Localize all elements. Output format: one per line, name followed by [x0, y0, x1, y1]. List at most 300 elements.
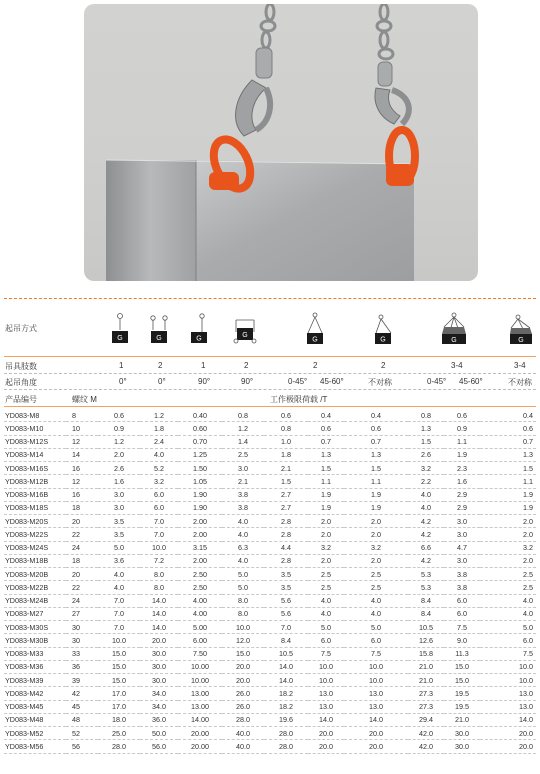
- wll-cell: 1.6: [444, 475, 480, 488]
- wll-cell: 0.6: [308, 422, 344, 435]
- wll-cell: 30.0: [444, 727, 480, 740]
- wll-cell: 1.5: [480, 462, 536, 475]
- leg-count-value: 1: [119, 361, 124, 370]
- wll-cell: 13.00: [178, 687, 222, 700]
- wll-cell: 7.5: [480, 647, 536, 660]
- wll-cell: 9.0: [444, 634, 480, 647]
- wll-cell: 2.0: [480, 528, 536, 541]
- thread-cell: 39: [66, 674, 98, 687]
- thread-cell: 18: [66, 501, 98, 514]
- table-row: [4, 488, 536, 501]
- wll-cell: 20.0: [480, 727, 536, 740]
- wll-cell: 1.50: [178, 462, 222, 475]
- wll-cell: 3.0: [98, 501, 140, 514]
- lift-angle-value: 不对称: [508, 378, 532, 387]
- wll-cell: 7.50: [178, 647, 222, 660]
- section-divider: [4, 298, 536, 299]
- wll-cell: 0.60: [178, 422, 222, 435]
- wll-cell: 20.0: [222, 674, 264, 687]
- wll-cell: 2.6: [408, 448, 444, 461]
- wll-cell: 13.0: [308, 687, 344, 700]
- thread-cell: 45: [66, 700, 98, 713]
- wll-cell: 27.3: [408, 700, 444, 713]
- wll-cell: 6.0: [344, 634, 408, 647]
- wll-cell: 2.5: [480, 581, 536, 594]
- wll-cell: 5.6: [264, 607, 308, 620]
- thread-cell: 33: [66, 647, 98, 660]
- wll-cell: 2.8: [264, 554, 308, 567]
- table-row: [4, 621, 536, 634]
- product-code-cell: YD083-M16B: [4, 488, 66, 501]
- wll-cell: 14.0: [140, 621, 178, 634]
- wll-cell: 3.2: [344, 541, 408, 554]
- table-row: [4, 687, 536, 700]
- wll-cell: 30.0: [140, 647, 178, 660]
- wll-cell: 3.2: [308, 541, 344, 554]
- svg-text:G: G: [156, 335, 162, 342]
- lift-angle-value: 不对称: [368, 378, 392, 387]
- product-code-cell: YD083-M24S: [4, 541, 66, 554]
- column-header-row: [0, 392, 540, 406]
- wll-cell: 30.0: [444, 740, 480, 753]
- product-code-header: 产品编号: [5, 395, 37, 404]
- product-code-cell: YD083-M10: [4, 422, 66, 435]
- diagram-single-90-icon: [188, 312, 210, 348]
- wll-cell: 34.0: [140, 687, 178, 700]
- wll-cell: 20.0: [222, 660, 264, 673]
- wll-header: 工作极限荷载 /T: [270, 395, 328, 404]
- wll-cell: 1.5: [408, 435, 444, 448]
- wll-cell: 14.0: [264, 674, 308, 687]
- wll-cell: 10.0: [98, 634, 140, 647]
- table-top-divider: [4, 406, 536, 407]
- wll-cell: 1.0: [264, 435, 308, 448]
- wll-cell: 0.40: [178, 409, 222, 422]
- table-row: [4, 541, 536, 554]
- thread-cell: 16: [66, 462, 98, 475]
- wll-cell: 7.0: [98, 621, 140, 634]
- wll-cell: 8.0: [140, 581, 178, 594]
- product-code-cell: YD083-M27: [4, 607, 66, 620]
- product-code-cell: YD083-M56: [4, 740, 66, 753]
- wll-cell: 0.9: [444, 422, 480, 435]
- thread-cell: 18: [66, 554, 98, 567]
- wll-cell: 7.0: [140, 515, 178, 528]
- product-code-cell: YD083-M12B: [4, 475, 66, 488]
- wll-cell: 19.5: [444, 687, 480, 700]
- wll-cell: 5.2: [140, 462, 178, 475]
- wll-cell: 1.1: [308, 475, 344, 488]
- lift-angle-value: 0-45°: [288, 377, 308, 386]
- wll-cell: 6.0: [444, 607, 480, 620]
- wll-cell: 4.0: [308, 607, 344, 620]
- wll-cell: 0.7: [480, 435, 536, 448]
- product-code-cell: YD083-M30S: [4, 621, 66, 634]
- thread-cell: 48: [66, 713, 98, 726]
- product-code-cell: YD083-M52: [4, 727, 66, 740]
- wll-cell: 3.5: [264, 581, 308, 594]
- wll-cell: 4.0: [308, 594, 344, 607]
- wll-cell: 5.0: [222, 581, 264, 594]
- wll-cell: 4.0: [408, 488, 444, 501]
- svg-text:G: G: [312, 336, 318, 344]
- thread-cell: 56: [66, 740, 98, 753]
- table-row: [4, 501, 536, 514]
- wll-cell: 3.8: [444, 581, 480, 594]
- load-table-body: [4, 409, 536, 753]
- svg-text:G: G: [518, 337, 524, 344]
- wll-cell: 10.0: [308, 660, 344, 673]
- wll-cell: 7.5: [444, 621, 480, 634]
- lift-angle-value: 90°: [198, 377, 211, 386]
- product-code-cell: YD083-M18S: [4, 501, 66, 514]
- wll-cell: 2.9: [444, 501, 480, 514]
- wll-cell: 28.0: [222, 713, 264, 726]
- wll-cell: 7.5: [344, 647, 408, 660]
- wll-cell: 1.2: [98, 435, 140, 448]
- wll-cell: 1.8: [140, 422, 178, 435]
- product-code-cell: YD083-M22S: [4, 528, 66, 541]
- wll-cell: 1.1: [480, 475, 536, 488]
- wll-cell: 2.0: [344, 515, 408, 528]
- wll-cell: 14.0: [480, 713, 536, 726]
- leg-count-value: 2: [381, 361, 386, 370]
- wll-cell: 28.0: [264, 727, 308, 740]
- wll-cell: 12.6: [408, 634, 444, 647]
- wll-cell: 3.2: [140, 475, 178, 488]
- wll-cell: 0.6: [344, 422, 408, 435]
- wll-cell: 4.2: [408, 554, 444, 567]
- wll-cell: 4.2: [408, 528, 444, 541]
- diagram-two-leg-asymmetric-icon: [370, 312, 396, 348]
- row-divider: [4, 373, 536, 374]
- wll-cell: 6.00: [178, 634, 222, 647]
- wll-cell: 42.0: [408, 740, 444, 753]
- wll-cell: 5.0: [308, 621, 344, 634]
- table-row: [4, 727, 536, 740]
- table-row: [4, 554, 536, 567]
- wll-cell: 15.0: [444, 660, 480, 673]
- product-code-cell: YD083-M45: [4, 700, 66, 713]
- wll-cell: 0.8: [222, 409, 264, 422]
- wll-cell: 4.0: [98, 581, 140, 594]
- wll-cell: 40.0: [222, 727, 264, 740]
- product-photo: [84, 4, 478, 281]
- wll-cell: 29.4: [408, 713, 444, 726]
- table-row: [4, 475, 536, 488]
- wll-cell: 6.0: [140, 488, 178, 501]
- wll-cell: 4.0: [344, 607, 408, 620]
- wll-cell: 3.2: [480, 541, 536, 554]
- wll-cell: 3.0: [444, 515, 480, 528]
- wll-cell: 2.5: [308, 568, 344, 581]
- leg-count-value: 3-4: [514, 361, 526, 370]
- table-row: [4, 409, 536, 422]
- wll-cell: 1.9: [344, 501, 408, 514]
- thread-header: 螺纹 M: [72, 395, 97, 404]
- wll-cell: 3.8: [222, 501, 264, 514]
- thread-cell: 14: [66, 448, 98, 461]
- wll-cell: 1.4: [222, 435, 264, 448]
- wll-cell: 0.8: [264, 422, 308, 435]
- wll-cell: 0.70: [178, 435, 222, 448]
- wll-cell: 2.0: [98, 448, 140, 461]
- wll-cell: 10.0: [480, 674, 536, 687]
- thread-cell: 22: [66, 528, 98, 541]
- wll-cell: 6.0: [444, 594, 480, 607]
- wll-cell: 3.0: [98, 488, 140, 501]
- wll-cell: 3.8: [222, 488, 264, 501]
- wll-cell: 21.0: [444, 713, 480, 726]
- wll-cell: 2.1: [222, 475, 264, 488]
- wll-cell: 21.0: [408, 674, 444, 687]
- wll-cell: 2.5: [308, 581, 344, 594]
- wll-cell: 10.0: [344, 674, 408, 687]
- wll-cell: 8.4: [408, 607, 444, 620]
- wll-cell: 1.3: [408, 422, 444, 435]
- wll-cell: 0.7: [344, 435, 408, 448]
- lift-angle-value: 90°: [241, 377, 254, 386]
- wll-cell: 19.6: [264, 713, 308, 726]
- product-code-cell: YD083-M20B: [4, 568, 66, 581]
- wll-cell: 10.0: [344, 660, 408, 673]
- wll-cell: 3.0: [444, 528, 480, 541]
- wll-cell: 14.0: [264, 660, 308, 673]
- wll-cell: 1.3: [480, 448, 536, 461]
- wll-cell: 1.5: [344, 462, 408, 475]
- wll-cell: 5.0: [344, 621, 408, 634]
- table-row: [4, 462, 536, 475]
- wll-cell: 13.0: [308, 700, 344, 713]
- wll-cell: 5.0: [222, 568, 264, 581]
- wll-cell: 20.0: [308, 727, 344, 740]
- wll-cell: 15.0: [98, 674, 140, 687]
- wll-cell: 2.7: [264, 488, 308, 501]
- wll-cell: 7.0: [140, 528, 178, 541]
- wll-cell: 50.0: [140, 727, 178, 740]
- wll-cell: 0.7: [308, 435, 344, 448]
- wll-cell: 3.8: [444, 568, 480, 581]
- wll-cell: 2.5: [344, 568, 408, 581]
- wll-cell: 7.2: [140, 554, 178, 567]
- wll-cell: 6.6: [408, 541, 444, 554]
- product-code-cell: YD083-M8: [4, 409, 66, 422]
- wll-cell: 8.0: [222, 607, 264, 620]
- wll-cell: 20.00: [178, 727, 222, 740]
- wll-cell: 1.1: [444, 435, 480, 448]
- wll-cell: 10.00: [178, 674, 222, 687]
- wll-cell: 2.1: [264, 462, 308, 475]
- wll-cell: 2.0: [480, 515, 536, 528]
- table-row: [4, 515, 536, 528]
- diagram-two-leg-angle-icon: [302, 312, 328, 348]
- wll-cell: 1.9: [480, 501, 536, 514]
- wll-cell: 42.0: [408, 727, 444, 740]
- wll-cell: 14.0: [344, 713, 408, 726]
- leg-count-label: 吊具肢数: [5, 362, 37, 371]
- wll-cell: 8.4: [264, 634, 308, 647]
- product-code-cell: YD083-M30B: [4, 634, 66, 647]
- wll-cell: 2.00: [178, 515, 222, 528]
- wll-cell: 2.0: [344, 554, 408, 567]
- leg-count-value: 2: [244, 361, 249, 370]
- wll-cell: 14.0: [140, 594, 178, 607]
- lift-angle-value: 45-60°: [459, 377, 483, 386]
- wll-cell: 14.0: [140, 607, 178, 620]
- wll-cell: 0.9: [98, 422, 140, 435]
- diagram-double-vertical-icon: [148, 312, 170, 348]
- wll-cell: 3.15: [178, 541, 222, 554]
- wll-cell: 7.5: [308, 647, 344, 660]
- wll-cell: 1.9: [308, 501, 344, 514]
- wll-cell: 2.00: [178, 554, 222, 567]
- wll-cell: 4.00: [178, 607, 222, 620]
- wll-cell: 17.0: [98, 700, 140, 713]
- wll-cell: 56.0: [140, 740, 178, 753]
- product-code-cell: YD083-M20S: [4, 515, 66, 528]
- leg-count-value: 1: [201, 361, 206, 370]
- leg-count-value: 3-4: [451, 361, 463, 370]
- wll-cell: 1.9: [444, 448, 480, 461]
- thread-cell: 24: [66, 594, 98, 607]
- leg-count-row: [0, 359, 540, 373]
- thread-cell: 20: [66, 515, 98, 528]
- svg-text:G: G: [117, 335, 123, 342]
- wll-cell: 5.3: [408, 568, 444, 581]
- wll-cell: 0.6: [444, 409, 480, 422]
- wll-cell: 2.3: [444, 462, 480, 475]
- wll-cell: 18.2: [264, 700, 308, 713]
- wll-cell: 19.5: [444, 700, 480, 713]
- wll-cell: 2.0: [308, 528, 344, 541]
- wll-cell: 2.5: [480, 568, 536, 581]
- wll-cell: 1.3: [308, 448, 344, 461]
- wll-cell: 1.9: [344, 488, 408, 501]
- wll-cell: 4.0: [140, 448, 178, 461]
- wll-cell: 0.4: [344, 409, 408, 422]
- diagram-four-leg-asymmetric-icon: [508, 312, 536, 348]
- wll-cell: 3.5: [264, 568, 308, 581]
- wll-cell: 17.0: [98, 687, 140, 700]
- lift-angle-value: 0°: [119, 377, 127, 386]
- wll-cell: 5.00: [178, 621, 222, 634]
- wll-cell: 12.0: [222, 634, 264, 647]
- wll-cell: 28.0: [98, 740, 140, 753]
- wll-cell: 14.00: [178, 713, 222, 726]
- wll-cell: 3.5: [98, 515, 140, 528]
- wll-cell: 20.0: [140, 634, 178, 647]
- wll-cell: 8.0: [140, 568, 178, 581]
- thread-cell: 8: [66, 409, 98, 422]
- wll-cell: 2.7: [264, 501, 308, 514]
- wll-cell: 13.0: [344, 700, 408, 713]
- wll-cell: 2.8: [264, 528, 308, 541]
- wll-cell: 6.0: [140, 501, 178, 514]
- wll-cell: 2.4: [140, 435, 178, 448]
- thread-cell: 16: [66, 488, 98, 501]
- wll-cell: 8.0: [222, 594, 264, 607]
- wll-cell: 0.6: [264, 409, 308, 422]
- wll-cell: 36.0: [140, 713, 178, 726]
- table-row: [4, 422, 536, 435]
- wll-cell: 3.5: [98, 528, 140, 541]
- thread-cell: 22: [66, 581, 98, 594]
- wll-cell: 1.9: [480, 488, 536, 501]
- wll-cell: 1.90: [178, 488, 222, 501]
- table-row: [4, 700, 536, 713]
- wll-cell: 10.0: [480, 660, 536, 673]
- wll-cell: 28.0: [264, 740, 308, 753]
- wll-cell: 5.3: [408, 581, 444, 594]
- wll-cell: 4.0: [98, 568, 140, 581]
- thread-cell: 12: [66, 435, 98, 448]
- wll-cell: 4.0: [222, 554, 264, 567]
- diagram-double-90-icon: [232, 312, 258, 348]
- wll-cell: 4.7: [444, 541, 480, 554]
- wll-cell: 18.0: [98, 713, 140, 726]
- wll-cell: 15.0: [444, 674, 480, 687]
- wll-cell: 10.0: [308, 674, 344, 687]
- wll-cell: 0.4: [308, 409, 344, 422]
- wll-cell: 5.0: [98, 541, 140, 554]
- wll-cell: 27.3: [408, 687, 444, 700]
- wll-cell: 40.0: [222, 740, 264, 753]
- thread-cell: 36: [66, 660, 98, 673]
- wll-cell: 6.3: [222, 541, 264, 554]
- table-row: [4, 674, 536, 687]
- wll-cell: 6.0: [480, 634, 536, 647]
- lifting-chain-photo: [84, 4, 478, 281]
- svg-text:G: G: [451, 337, 457, 344]
- wll-cell: 4.4: [264, 541, 308, 554]
- wll-cell: 8.4: [408, 594, 444, 607]
- diagram-single-vertical-icon: [110, 312, 130, 348]
- table-row: [4, 660, 536, 673]
- lift-angle-value: 0°: [158, 377, 166, 386]
- wll-cell: 3.0: [222, 462, 264, 475]
- wll-cell: 15.0: [222, 647, 264, 660]
- svg-text:G: G: [380, 336, 386, 344]
- wll-cell: 3.6: [98, 554, 140, 567]
- thread-cell: 27: [66, 607, 98, 620]
- product-code-cell: YD083-M36: [4, 660, 66, 673]
- wll-cell: 5.0: [480, 621, 536, 634]
- wll-cell: 14.0: [308, 713, 344, 726]
- wll-cell: 2.6: [98, 462, 140, 475]
- wll-cell: 26.0: [222, 687, 264, 700]
- lift-angle-label: 起吊角度: [5, 378, 37, 387]
- wll-cell: 2.50: [178, 581, 222, 594]
- wll-cell: 4.0: [480, 607, 536, 620]
- wll-cell: 4.2: [408, 515, 444, 528]
- wll-cell: 10.00: [178, 660, 222, 673]
- wll-cell: 1.2: [222, 422, 264, 435]
- wll-cell: 13.00: [178, 700, 222, 713]
- wll-cell: 20.0: [344, 727, 408, 740]
- table-row: [4, 581, 536, 594]
- wll-cell: 7.0: [264, 621, 308, 634]
- wll-cell: 15.0: [98, 647, 140, 660]
- wll-cell: 11.3: [444, 647, 480, 660]
- table-row: [4, 435, 536, 448]
- wll-cell: 2.8: [264, 515, 308, 528]
- wll-cell: 2.2: [408, 475, 444, 488]
- thread-cell: 10: [66, 422, 98, 435]
- wll-cell: 2.00: [178, 528, 222, 541]
- wll-cell: 2.5: [222, 448, 264, 461]
- lift-angle-row: [0, 375, 540, 389]
- wll-cell: 4.0: [222, 528, 264, 541]
